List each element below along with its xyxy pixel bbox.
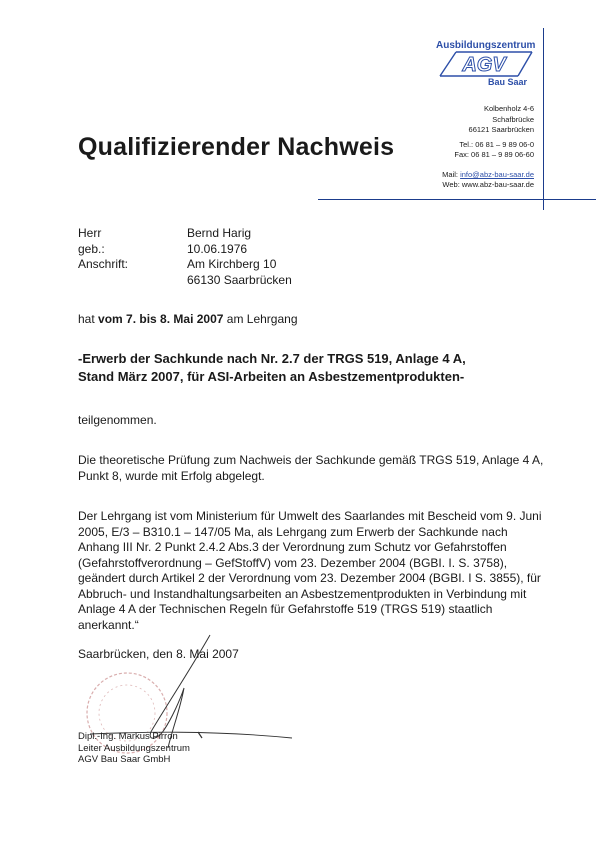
course-intro-post: am Lehrgang [226, 312, 298, 326]
person-address-line1: Am Kirchberg 10 [187, 257, 277, 271]
fax-number: Fax: 06 81 – 9 89 06-60 [454, 150, 534, 159]
course-intro-pre: hat [78, 312, 95, 326]
online-contact-block [442, 170, 534, 190]
logo-mark: AGV [462, 54, 506, 76]
participated-text: teilgenommen. [78, 413, 157, 427]
course-title [78, 350, 558, 386]
signatory-name: Dipl.-Ing. Markus Pirron [78, 731, 178, 742]
approval-paragraph: Der Lehrgang ist vom Ministerium für Umwelt des Saarlandes mit Bescheid vom 9. Juni 2005, E/3 – B310.1 – 147/05 Ma, als Lehrgang zum Erwerb der Sachkunde nach Anhang III Nr. 2 Punkt 2.4.2 Abs.3 der Verordnung zum Schutz vor Gefahrstoffen (Gefahrstoffverordnung – GefStoffV) vom 23. Dezember 2004 (BGBI. I. S. 3758), geändert durch Artikel 2 der Verordnung vom 23. Dezember 2004 (BGBI. I S. 3855), für Abbruch- und Instandhaltungsarbeiten an Asbestzementprodukten in Verbindung mit Anlage 4 A der Technischen Regeln für Gefahrstoffe 519 (TRGS 519) staatlich anerkannt.“ [78, 509, 542, 632]
course-title-line1: -Erwerb der Sachkunde nach Nr. 2.7 der TRGS 519, Anlage 4 A, [78, 351, 466, 366]
signatory-block [78, 731, 190, 766]
course-dates: vom 7. bis 8. Mai 2007 [98, 312, 224, 326]
dob-label: geb.: [78, 241, 105, 256]
salutation-label: Herr [78, 226, 102, 240]
exam-paragraph: Die theoretische Prüfung zum Nachweis der Sachkunde gemäß TRGS 519, Anlage 4 A, Punkt 8, wurde mit Erfolg abgelegt. [78, 453, 544, 483]
course-title-line2: Stand März 2007, für ASI-Arbeiten an Asbestzementprodukten- [78, 369, 465, 384]
mail-link[interactable]: info@abz-bau-saar.de [460, 170, 534, 179]
place-and-date: Saarbrücken, den 8. Mai 2007 [78, 647, 239, 661]
address-label: Anschrift: [78, 257, 129, 271]
address-street: Kolbenholz 4-6 [483, 104, 534, 113]
phone-number: Tel.: 06 81 – 9 89 06-0 [459, 140, 534, 149]
person-details [78, 226, 292, 288]
person-address-line2: 66130 Saarbrücken [187, 272, 292, 287]
header-rule-vertical [543, 28, 544, 210]
address-city: 66121 Saarbrücken [468, 125, 534, 134]
logo-title: Ausbildungszentrum [436, 40, 536, 51]
signatory-organization: AGV Bau Saar GmbH [78, 754, 171, 765]
logo-subtitle: Bau Saar [488, 77, 528, 87]
web-address: Web: www.abz-bau-saar.de [442, 180, 534, 189]
course-intro [78, 312, 548, 328]
person-dob: 10.06.1976 [187, 241, 248, 256]
signatory-role: Leiter Ausbildungszentrum [78, 742, 190, 754]
address-block [469, 104, 534, 136]
mail-label: Mail: [442, 170, 458, 179]
header-rule-horizontal [318, 199, 596, 200]
person-name: Bernd Harig [187, 226, 252, 240]
phone-block [454, 140, 534, 160]
address-area: Schafbrücke [492, 114, 534, 124]
document-title: Qualifizierender Nachweis [78, 133, 395, 161]
